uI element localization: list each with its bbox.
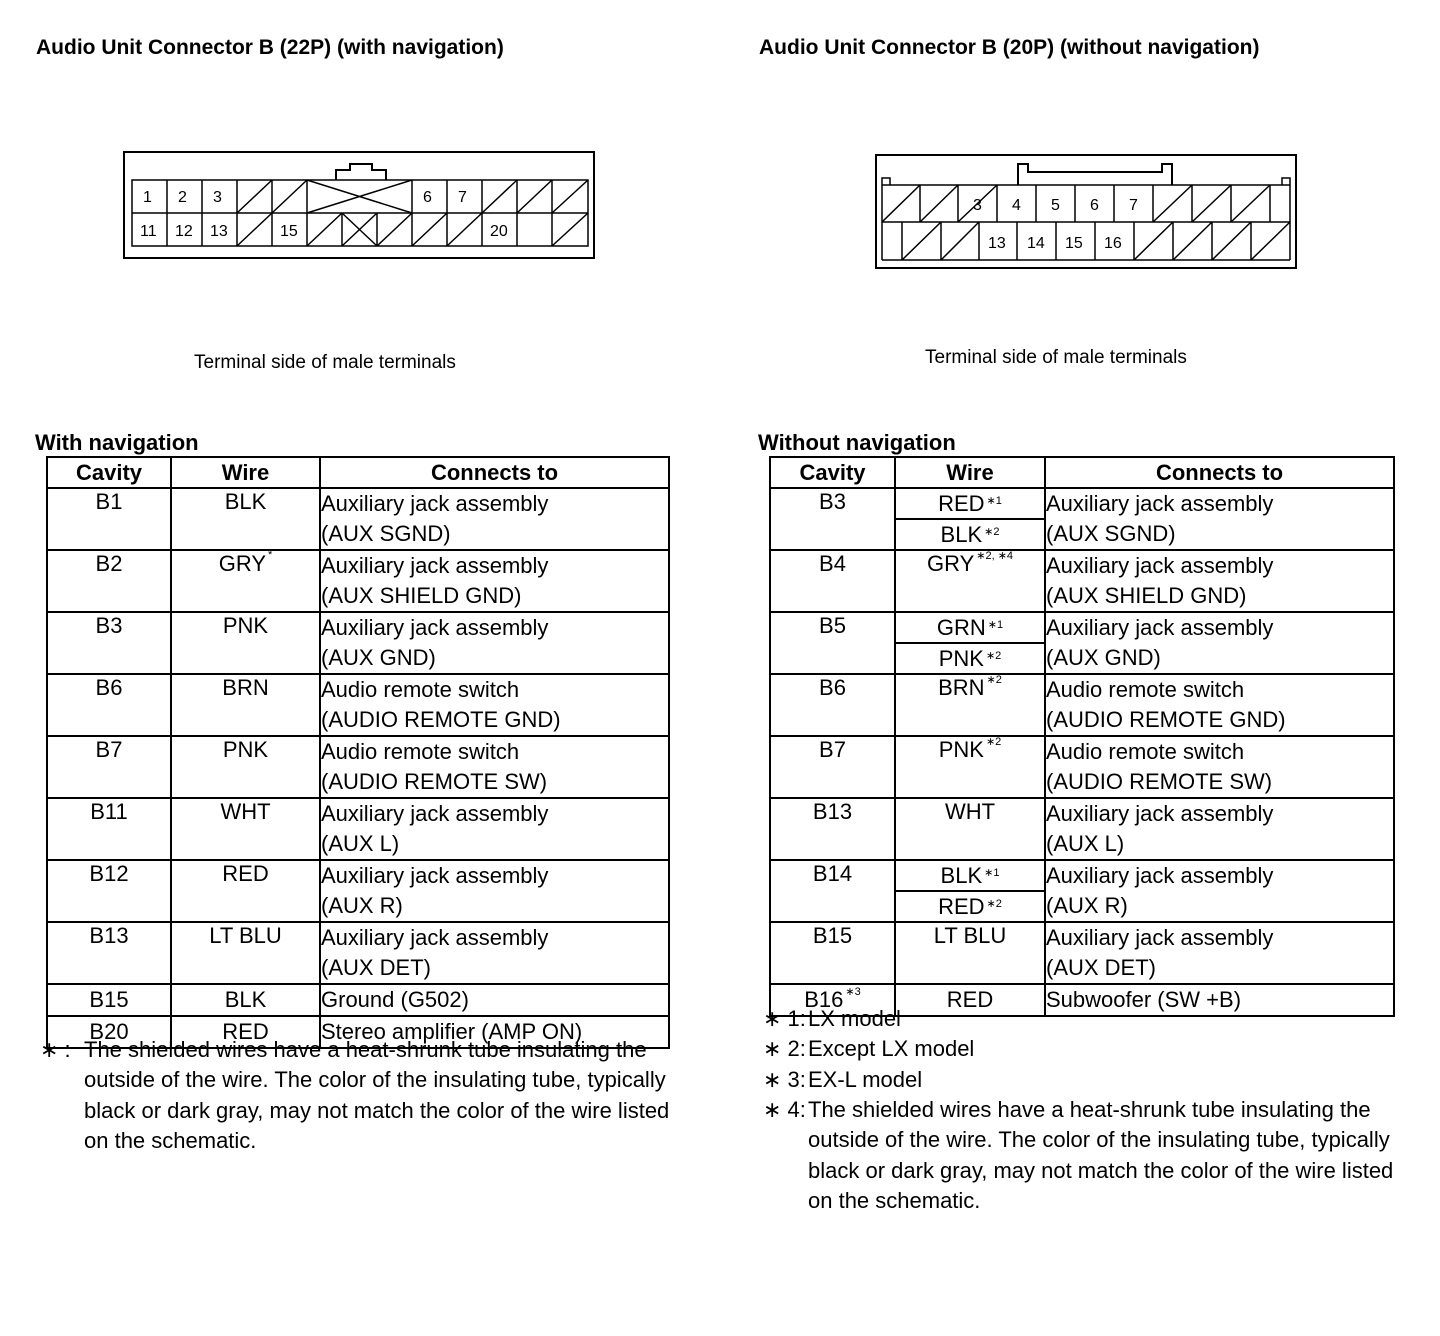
connects-cell: Auxiliary jack assembly (AUX SGND) [1045, 488, 1394, 550]
connects-cell: Audio remote switch (AUDIO REMOTE GND) [320, 674, 669, 736]
cavity-cell: B20 [47, 1016, 171, 1048]
connects-cell: Audio remote switch (AUDIO REMOTE SW) [320, 736, 669, 798]
cavity-cell: B16 $^{∗3}$ [770, 984, 895, 1016]
table-row [47, 612, 669, 674]
cavity-cell: B7 [47, 736, 171, 798]
right-pin-14: 14 [1027, 235, 1045, 252]
table-row [47, 798, 669, 860]
wire-cell: PNK [171, 736, 320, 798]
left-connector-caption: Terminal side of male terminals [194, 352, 456, 373]
table-row [770, 674, 1394, 736]
wire-cell: BLK [171, 488, 320, 550]
table-row [770, 736, 1394, 798]
table-row [47, 984, 669, 1016]
right-footnote-marker-4: ∗ 4: [763, 1097, 806, 1122]
right-footnote-text-2: Except LX model [808, 1036, 975, 1061]
cavity-cell: B13 [47, 922, 171, 984]
left-pin-6: 6 [423, 189, 432, 206]
right-footnote-text-4: The shielded wires have a heat-shrunk tube insulating the outside of the wire. The color of the insulating tube, typically black or dark gray, may not match the color of the wire listed on the schematic. [808, 1097, 1394, 1214]
connects-to-header: Connects to [320, 457, 669, 488]
cavity-header: Cavity [47, 457, 171, 488]
left-pin-15: 15 [280, 223, 298, 240]
connects-cell: Auxiliary jack assembly (AUX GND) [320, 612, 669, 674]
right-footnote-text-1: LX model [808, 1006, 901, 1031]
cavity-cell: B14 [770, 860, 895, 922]
wire-cell: RED [171, 1016, 320, 1048]
left-section-label: With navigation [35, 430, 199, 455]
wire-header: Wire [895, 457, 1045, 488]
right-pin-7: 7 [1129, 197, 1138, 214]
table-row [770, 798, 1394, 860]
connects-cell: Ground (G502) [320, 984, 669, 1016]
connects-cell: Audio remote switch (AUDIO REMOTE SW) [1045, 736, 1394, 798]
wire-cell: LT BLU [895, 922, 1045, 984]
connects-cell: Auxiliary jack assembly (AUX SHIELD GND) [320, 550, 669, 612]
wire-header: Wire [171, 457, 320, 488]
wire-cell: BRN $^{∗2}$ [895, 674, 1045, 736]
connects-cell: Auxiliary jack assembly (AUX GND) [1045, 612, 1394, 674]
right-footnote-text-3: EX-L model [808, 1067, 923, 1092]
right-connector-latch [1018, 164, 1172, 185]
cavity-cell: B4 [770, 550, 895, 612]
table-row [47, 550, 669, 612]
wire-cell: GRY $^{∗2, ∗4}$ [895, 550, 1045, 612]
right-footnote-marker-1: ∗ 1: [763, 1006, 806, 1031]
cavity-cell: B12 [47, 860, 171, 922]
right-footnote-marker-3: ∗ 3: [763, 1067, 806, 1092]
table-row [47, 488, 669, 550]
connects-cell: Auxiliary jack assembly (AUX SHIELD GND) [1045, 550, 1394, 612]
table-row [770, 860, 1394, 922]
table-row [770, 488, 1394, 550]
right-section-label: Without navigation [758, 430, 956, 455]
footnote-ref: * [268, 549, 273, 561]
wire-cell: RED [171, 860, 320, 922]
connects-cell: Auxiliary jack assembly (AUX SGND) [320, 488, 669, 550]
wire-cell: WHT [171, 798, 320, 860]
left-connector-latch [336, 164, 386, 180]
connects-cell: Auxiliary jack assembly (AUX L) [320, 798, 669, 860]
cavity-cell: B3 [770, 488, 895, 550]
wire-cell-split: BLK $^{∗1}$ RED $^{∗2}$ [895, 860, 1045, 922]
wire-cell: PNK $^{∗2}$ [895, 736, 1045, 798]
right-pin-16: 16 [1104, 235, 1122, 252]
table-header-row [47, 457, 669, 488]
left-footnote-marker: ∗ : [40, 1037, 71, 1062]
connects-cell: Auxiliary jack assembly (AUX DET) [320, 922, 669, 984]
table-header-row [770, 457, 1394, 488]
right-pin-15: 15 [1065, 235, 1083, 252]
cavity-cell: B13 [770, 798, 895, 860]
wire-cell-split: GRN $^{∗1}$ PNK $^{∗2}$ [895, 612, 1045, 674]
left-pin-3: 3 [213, 189, 222, 206]
cavity-cell: B6 [770, 674, 895, 736]
right-pinout-table [769, 456, 1395, 1017]
left-connector-housing [124, 152, 594, 258]
cavity-cell: B15 [47, 984, 171, 1016]
right-connector-caption: Terminal side of male terminals [925, 347, 1187, 368]
connects-cell: Auxiliary jack assembly (AUX L) [1045, 798, 1394, 860]
wire-cell-split: RED $^{∗1}$ BLK $^{∗2}$ [895, 488, 1045, 550]
right-connector-diagram [872, 152, 1302, 274]
wire-cell: WHT [895, 798, 1045, 860]
left-pin-2: 2 [178, 189, 187, 206]
cavity-cell: B7 [770, 736, 895, 798]
left-pin-20: 20 [490, 223, 508, 240]
left-footnote-text: The shielded wires have a heat-shrunk tube insulating the outside of the wire. The color of the insulating tube, typically black or dark gray, may not match the color of the wire listed on the schematic. [84, 1037, 670, 1154]
cavity-header: Cavity [770, 457, 895, 488]
wire-cell: GRY * [171, 550, 320, 612]
right-pin-6: 6 [1090, 197, 1099, 214]
table-row [47, 922, 669, 984]
table-row [47, 860, 669, 922]
cavity-cell: B6 [47, 674, 171, 736]
left-pinout-table [46, 456, 670, 1049]
cavity-cell: B11 [47, 798, 171, 860]
cavity-cell: B2 [47, 550, 171, 612]
wire-cell: BLK [171, 984, 320, 1016]
left-connector-title: Audio Unit Connector B (22P) (with navigation) [36, 36, 504, 59]
right-pin-5: 5 [1051, 197, 1060, 214]
right-pin-4: 4 [1012, 197, 1021, 214]
right-pin-13: 13 [988, 235, 1006, 252]
right-connector-title: Audio Unit Connector B (20P) (without navigation) [759, 36, 1260, 59]
table-row [47, 736, 669, 798]
connects-to-header: Connects to [1045, 457, 1394, 488]
right-footnote-marker-2: ∗ 2: [763, 1036, 806, 1061]
table-row [770, 612, 1394, 674]
left-connector-diagram [120, 148, 600, 263]
cavity-cell: B5 [770, 612, 895, 674]
connects-cell: Auxiliary jack assembly (AUX DET) [1045, 922, 1394, 984]
connects-cell: Auxiliary jack assembly (AUX R) [1045, 860, 1394, 922]
left-pin-12: 12 [175, 223, 193, 240]
wire-cell: RED [895, 984, 1045, 1016]
left-pin-7: 7 [458, 189, 467, 206]
wire-cell: LT BLU [171, 922, 320, 984]
wire-cell: PNK [171, 612, 320, 674]
cavity-cell: B15 [770, 922, 895, 984]
connects-cell: Auxiliary jack assembly (AUX R) [320, 860, 669, 922]
cavity-cell: B1 [47, 488, 171, 550]
table-row [770, 550, 1394, 612]
left-pin-1: 1 [143, 189, 152, 206]
left-pin-13: 13 [210, 223, 228, 240]
connects-cell: Stereo amplifier (AMP ON) [320, 1016, 669, 1048]
connects-cell: Audio remote switch (AUDIO REMOTE GND) [1045, 674, 1394, 736]
table-row [770, 922, 1394, 984]
cavity-cell: B3 [47, 612, 171, 674]
wire-cell: BRN [171, 674, 320, 736]
left-pin-11: 11 [140, 223, 157, 240]
connects-cell: Subwoofer (SW +B) [1045, 984, 1394, 1016]
table-row [47, 674, 669, 736]
right-pin-3: 3 [973, 197, 982, 214]
